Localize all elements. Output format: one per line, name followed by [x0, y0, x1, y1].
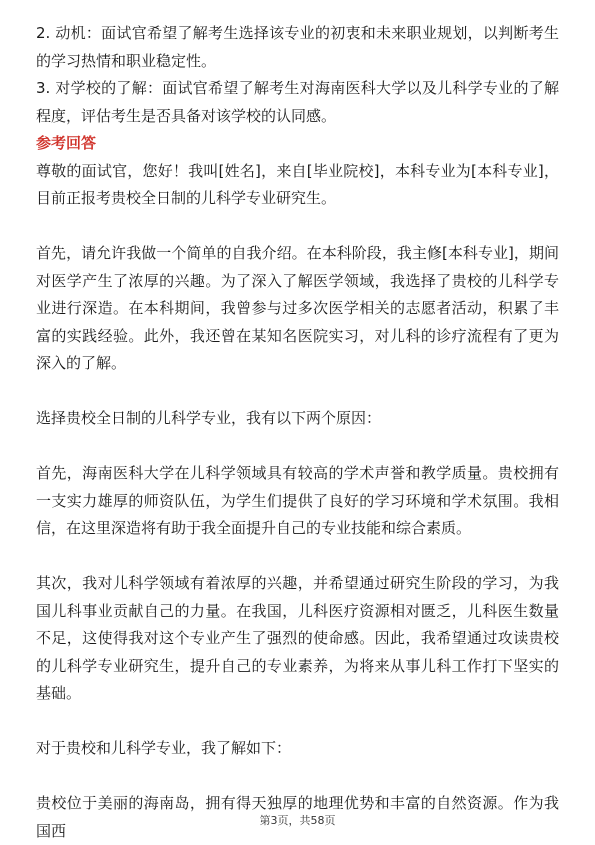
paragraph-reason-one: 首先，海南医科大学在儿科学领域具有较高的学术声誉和教学质量。贵校拥有一支实力雄厚的师资队伍，为学生们提供了良好的学习环境和学术氛围。我相信，在这里深造将有助于我全面提升自己的专业技能和综合素质。: [36, 464, 559, 537]
paragraph-spacer: [36, 763, 559, 791]
section-heading-reference-answer: 参考回答: [36, 134, 97, 152]
paragraph-reasons-intro: 选择贵校全日制的儿科学专业，我有以下两个原因：: [36, 409, 382, 427]
paragraph-greeting: 尊敬的面试官，您好！我叫[姓名]，来自[毕业院校]，本科专业为[本科专业]，目前正报考贵校全日制的儿科学专业研究生。: [36, 161, 559, 207]
paragraph-reason-two: 其次，我对儿科学领域有着浓厚的兴趣，并希望通过研究生阶段的学习，为我国儿科事业贡献自己的力量。在我国，儿科医疗资源相对匮乏，儿科医生数量不足，这使得我对这个专业产生了强烈的使命感。因此，我希望通过攻读贵校的儿科学专业研究生，提升自己的专业素养，为将来从事儿科工作打下坚实的基础。: [36, 574, 559, 702]
paragraph-understanding-intro: 对于贵校和儿科学专业，我了解如下：: [36, 739, 292, 757]
paragraph-spacer: [36, 433, 559, 461]
paragraph-motivation: 2. 动机：面试官希望了解考生选择该专业的初衷和未来职业规划，以判断考生的学习热情和职业稳定性。: [36, 24, 559, 70]
paragraph-spacer: [36, 708, 559, 736]
paragraph-school-knowledge: 3. 对学校的了解：面试官希望了解考生对海南医科大学以及儿科学专业的了解程度，评估考生是否具备对该学校的认同感。: [36, 79, 559, 125]
page-number-footer: 第3页，共58页: [259, 814, 336, 827]
paragraph-spacer: [36, 213, 559, 241]
paragraph-self-introduction: 首先，请允许我做一个简单的自我介绍。在本科阶段，我主修[本科专业]，期间对医学产生了浓厚的兴趣。为了深入了解医学领域，我选择了贵校的儿科学专业进行深造。在本科期间，我曾参与过多次医学相关的志愿者活动，积累了丰富的实践经验。此外，我还曾在某知名医院实习，对儿科的诊疗流程有了更为深入的了解。: [36, 244, 559, 372]
paragraph-spacer: [36, 378, 559, 406]
paragraph-school-location: 贵校位于美丽的海南岛，拥有得天独厚的地理优势和丰富的自然资源。作为我国西: [36, 794, 559, 840]
paragraph-spacer: [36, 543, 559, 571]
document-page: [36, 20, 559, 845]
